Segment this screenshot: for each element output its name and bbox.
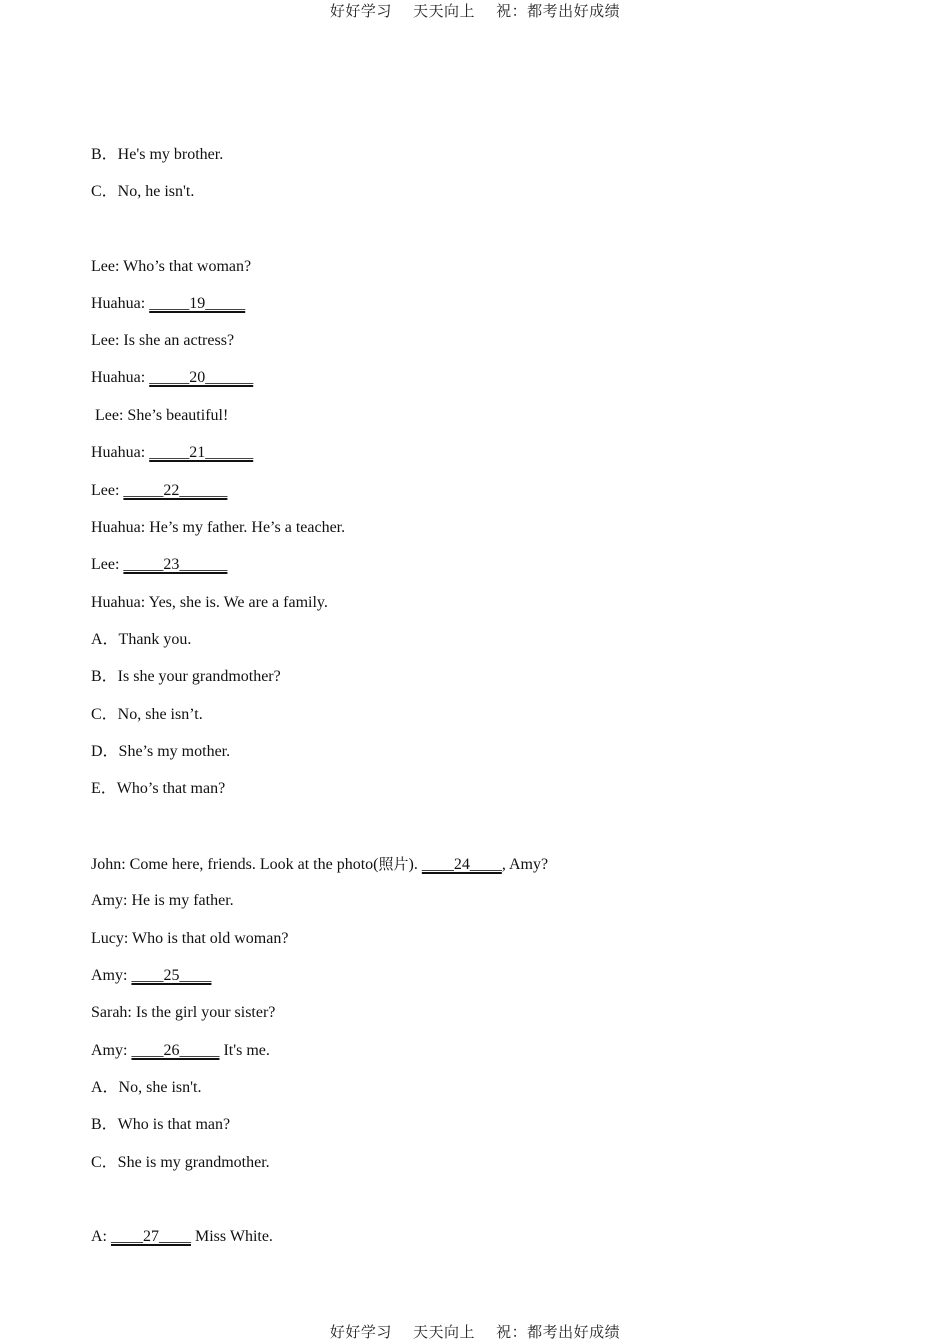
dialogue-line bbox=[91, 443, 253, 463]
answer-blank-26: ____26_____ bbox=[131, 1042, 220, 1059]
option-a: A．No, she isn't. bbox=[91, 1079, 202, 1096]
answer-blank-24: ____24____ bbox=[421, 856, 502, 873]
option-a: A．Thank you. bbox=[91, 631, 192, 648]
answer-blank-19: _____19_____ bbox=[149, 295, 246, 312]
dialogue-line bbox=[91, 481, 227, 501]
text-fragment: , Amy? bbox=[501, 856, 549, 873]
option-b: B．Is she your grandmother? bbox=[91, 668, 281, 685]
text-fragment: ). bbox=[408, 856, 422, 873]
dialogue-line: Huahua: He’s my father. He’s a teacher. bbox=[91, 519, 346, 536]
answer-blank-23: _____23______ bbox=[123, 556, 228, 573]
dialogue-line bbox=[91, 294, 245, 314]
option-b: B．He's my brother. bbox=[91, 146, 224, 163]
option-c: C．No, he isn't. bbox=[91, 183, 195, 200]
dialogue-line: Lee: She’s beautiful! bbox=[91, 407, 229, 424]
cjk-gloss: 照片 bbox=[378, 855, 409, 873]
option-c: C．She is my grandmother. bbox=[91, 1154, 270, 1171]
text-fragment: Miss White. bbox=[191, 1228, 273, 1245]
speaker: Lee: bbox=[91, 482, 124, 499]
option-c: C．No, she isn’t. bbox=[91, 706, 203, 723]
speaker: Lee: bbox=[91, 556, 124, 573]
dialogue-line bbox=[91, 368, 253, 388]
dialogue-line bbox=[91, 1041, 270, 1061]
dialogue-line: Amy: He is my father. bbox=[91, 892, 234, 909]
speaker: Huahua: bbox=[91, 295, 150, 312]
speaker: Huahua: bbox=[91, 444, 150, 461]
answer-blank-21: _____21______ bbox=[149, 444, 254, 461]
dialogue-line bbox=[91, 966, 211, 986]
dialogue-line: Huahua: Yes, she is. We are a family. bbox=[91, 594, 328, 611]
answer-blank-20: _____20______ bbox=[149, 369, 254, 386]
dialogue-line: Lee: Is she an actress? bbox=[91, 332, 235, 349]
page-footer: 好好学习 天天向上 祝：都考出好成绩 bbox=[329, 1323, 621, 1341]
option-d: D．She’s my mother. bbox=[91, 743, 231, 760]
dialogue-line: Lee: Who’s that woman? bbox=[91, 258, 252, 275]
page-header: 好好学习 天天向上 祝：都考出好成绩 bbox=[329, 2, 621, 20]
dialogue-line: Lucy: Who is that old woman? bbox=[91, 930, 289, 947]
dialogue-line: Sarah: Is the girl your sister? bbox=[91, 1004, 276, 1021]
option-b: B．Who is that man? bbox=[91, 1116, 231, 1133]
speaker-text: John: Come here, friends. Look at the photo( bbox=[91, 856, 379, 873]
text-fragment: It's me. bbox=[219, 1042, 270, 1059]
option-e: E．Who’s that man? bbox=[91, 780, 226, 797]
answer-blank-22: _____22______ bbox=[123, 482, 228, 499]
answer-blank-25: ____25____ bbox=[131, 967, 212, 984]
speaker: Huahua: bbox=[91, 369, 150, 386]
answer-blank-27: ____27____ bbox=[111, 1228, 191, 1245]
dialogue-line bbox=[91, 1227, 273, 1247]
speaker: Amy: bbox=[91, 967, 132, 984]
dialogue-line bbox=[91, 555, 227, 575]
dialogue-line bbox=[91, 854, 548, 875]
speaker: Amy: bbox=[91, 1042, 132, 1059]
speaker: A: bbox=[91, 1228, 111, 1245]
